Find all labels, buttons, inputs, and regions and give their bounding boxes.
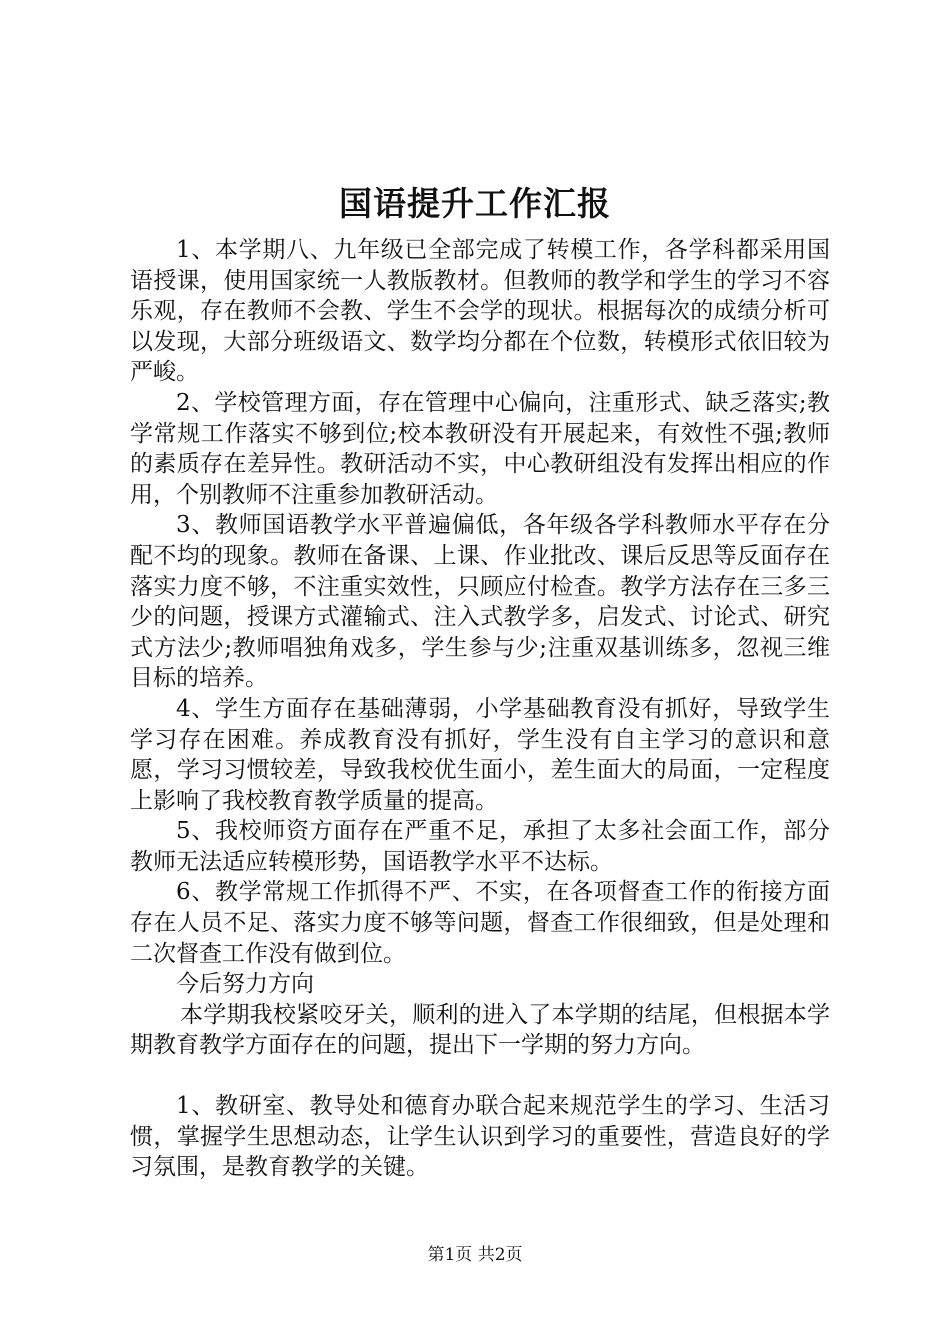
paragraph-2: 2、学校管理方面，存在管理中心偏向，注重形式、缺乏落实;教学常规工作落实不够到位;校本教研没有开展起来，有效性不强;教师的素质存在差异性。教研活动不实，中心教研组没有发挥出相应的作用，个别教师不注重参加教研活动。 (130, 389, 830, 508)
paragraph-intro-future: 本学期我校紧咬牙关，顺利的进入了本学期的结尾，但根据本学期教育教学方面存在的问题，提出下一学期的努力方向。 (130, 1001, 830, 1059)
paragraph-3: 3、教师国语教学水平普遍偏低，各年级各学科教师水平存在分配不均的现象。教师在备课、上课、作业批改、课后反思等反面存在落实力度不够，不注重实效性，只顾应付检查。教学方法存在三多三少的问题，授课方式灌输式、注入式教学多，启发式、讨论式、研究式方法少;教师唱独角戏多，学生参与少;注重双基训练多，忽视三维目标的培养。 (130, 512, 830, 692)
paragraph-future-1: 1、教研室、教导处和德育办联合起来规范学生的学习、生活习惯，掌握学生思想动态，让学生认识到学习的重要性，营造良好的学习氛围，是教育教学的关键。 (130, 1093, 830, 1181)
paragraph-4: 4、学生方面存在基础薄弱，小学基础教育没有抓好，导致学生学习存在困难。养成教育没有抓好，学生没有自主学习的意识和意愿，学习习惯较差，导致我校优生面小，差生面大的局面，一定程度上影响了我校教育教学质量的提高。 (130, 695, 830, 814)
document-body (130, 235, 830, 1183)
section-heading-future-direction: 今后努力方向 (176, 971, 314, 998)
paragraph-1: 1、本学期八、九年级已全部完成了转模工作，各学科都采用国语授课，使用国家统一人教版教材。但教师的教学和学生的学习不容乐观，存在教师不会教、学生不会学的现状。根据每次的成绩分析可以发现，大部分班级语文、数学均分都在个位数，转模形式依旧较为严峻。 (130, 237, 830, 386)
paragraph-6: 6、教学常规工作抓得不严、不实，在各项督查工作的衔接方面存在人员不足、落实力度不够等问题，督查工作很细致，但是处理和二次督查工作没有做到位。 (130, 879, 830, 967)
document-title: 国语提升工作汇报 (339, 184, 611, 223)
page-footer: 第1页 共2页 (427, 1245, 523, 1265)
paragraph-5: 5、我校师资方面存在严重不足，承担了太多社会面工作，部分教师无法适应转模形势，国语教学水平不达标。 (130, 818, 830, 875)
